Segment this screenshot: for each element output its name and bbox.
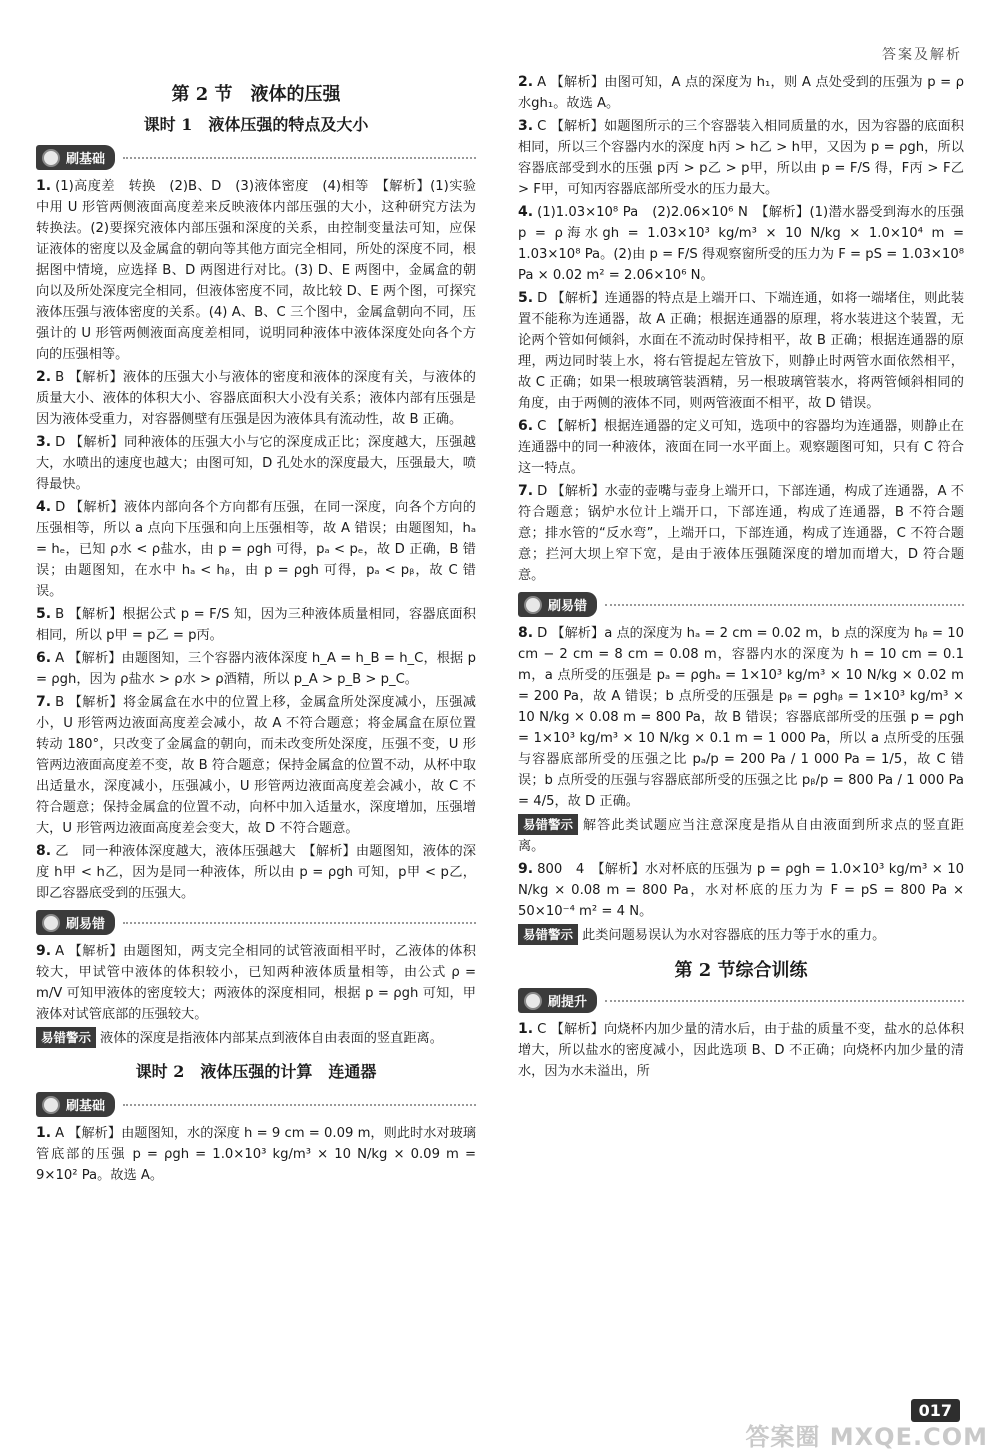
warning-note [518, 924, 964, 946]
answer-item [518, 481, 964, 586]
badge-row-error [36, 910, 476, 935]
item-number: 6. [36, 650, 52, 666]
watermark: 答案圈 MXQE.COM [745, 1423, 988, 1451]
lesson2-title: 课时 2 液体压强的计算 连通器 [135, 1062, 377, 1081]
lesson1-title: 课时 1 液体压强的特点及大小 [143, 115, 369, 134]
item-text: C 【解析】向烧杯内加少量的清水后，由于盐的质量不变，盐水的总体积增大，所以盐水的密度减小，因此选项 B、D 不正确；向烧杯内加少量的清水，因为水未溢出，所 [518, 1022, 964, 1079]
answer-item [36, 941, 476, 1025]
item-text: B 【解析】液体的压强大小与液体的密度和液体的深度有关，与液体的质量大小、液体的体积大小、容器底面积大小没有关系；液体内部有压强是因为液体受重力，对容器侧壁有压强是因为液体具有流动性，故 B 正确。 [36, 370, 476, 427]
brush-icon [42, 914, 60, 932]
answer-item [36, 604, 476, 646]
section2-title: 第 2 节综合训练 [674, 960, 808, 981]
item-text: A 【解析】由题图知，两支完全相同的试管液面相平时，乙液体的体积较大，甲试管中液体的体积较小，已知两种液体质量相等，由公式 ρ = m/V 可知甲液体的密度较大；两液体的深度相同，根据 p = ρgh 可知，甲液体对试管底部的压强较大。 [36, 944, 476, 1022]
brush-icon [524, 596, 542, 614]
item-number: 2. [36, 369, 52, 385]
dotted-divider [605, 999, 964, 1002]
item-number: 6. [518, 418, 534, 434]
item-number: 1. [36, 1125, 52, 1141]
brush-icon [42, 1096, 60, 1114]
section-title: 第 2 节 液体的压强 [171, 84, 341, 105]
item-text: 乙 同一种液体深度越大，液体压强越大 【解析】由题图知，液体的深度 h甲 < h乙，因为是同一种液体，所以由 p = ρgh 可知，p甲 < p乙，即乙容器底受到的压强大。 [36, 844, 476, 901]
answer-item [518, 72, 964, 114]
warning-label: 易错警示 [518, 814, 578, 835]
item-text: B 【解析】将金属盒在水中的位置上移，金属盒所处深度减小，压强减小，U 形管两边液面高度差会减小，故 A 不符合题意；将金属盒在原位置转动 180°，只改变了金属盒的朝向，而未改变所处深度，压强不变，U 形管两边液面高度差不变，故 B 符合题意；保持金属盒的位置不动，从杯中取出适量水，深度减小，压强减小，U 形管两边液面高度差会减小，故 C 不符合题意；保持金属盒的位置不动，向杯中加入适量水，深度增加，压强增大，U 形管两边液面高度差会变大，故 D 不符合题意。 [36, 695, 476, 836]
item-number: 5. [518, 290, 534, 306]
dotted-divider [123, 921, 476, 924]
warning-text: 液体的深度是指液体内部某点到液体自由表面的竖直距离。 [100, 1031, 443, 1046]
badge-row-up [518, 988, 964, 1013]
badge-label: 刷易错 [548, 599, 588, 614]
warning-note [518, 814, 964, 857]
item-text: (1)高度差 转换 (2)B、D (3)液体密度 (4)相等 【解析】(1)实验中用 U 形管两侧液面高度差来反映液体内部压强的大小，这种研究方法为转换法。(2)要探究液体内部压强和深度的关系，由控制变量法可知，应保证液体的密度以及金属盒的朝向等其他方面完全相同，所处的深度不同，根据图中情境，应选择 B、D 两图进行对比。(3) D、E 两图中，金属盒的朝向以及所处深度完全相同，但液体密度不同，故比较 D、E 两个图，可探究液体压强与液体密度的关系。(4) A、B、C 三个图中，金属盒朝向不同，压强计的 U 形管两侧液面高度差相同，说明同种液体中液体深度处向各个方向的压强相等。 [36, 179, 476, 362]
item-number: 1. [518, 1021, 534, 1037]
item-text: C 【解析】如题图所示的三个容器装入相同质量的水，因为容器的底面积相同，所以三个容器内水的深度 h丙 > h乙 > h甲，又因为 p = ρgh，所以容器底部受到水的压强 p丙 > p乙 > p甲，所以由 p = F/S 得，F丙 > F乙 > F甲，可知丙容器底部所受水的压力最大。 [518, 119, 964, 197]
item-text: 800 4 【解析】水对杯底的压强为 p = ρgh = 1.0×10³ kg/m³ × 10 N/kg × 0.08 m = 800 Pa，水对杯底的压力为 F = pS = 800 Pa × 50×10⁻⁴ m² = 4 N。 [518, 862, 964, 919]
item-number: 8. [518, 625, 534, 641]
badge-basic [36, 1092, 115, 1117]
answer-item [36, 367, 476, 430]
badge-row-basic2 [36, 1092, 476, 1117]
item-number: 8. [36, 843, 52, 859]
answer-item [518, 859, 964, 922]
warning-text: 此类问题易误认为水对容器底的压力等于水的重力。 [582, 928, 886, 943]
badge-error [518, 592, 597, 617]
item-text: A 【解析】由图可知，A 点的深度为 h₁，则 A 点处受到的压强为 p = ρ水gh₁。故选 A。 [518, 75, 964, 111]
item-text: A 【解析】由题图知，水的深度 h = 9 cm = 0.09 m，则此时水对玻璃管底部的压强 p = ρgh = 1.0×10³ kg/m³ × 10 N/kg × 0.09 m = 9×10² Pa。故选 A。 [36, 1126, 476, 1183]
badge-error [36, 910, 115, 935]
item-number: 5. [36, 606, 52, 622]
answer-item [36, 648, 476, 690]
badge-label: 刷易错 [66, 917, 106, 932]
warning-text: 解答此类试题应当注意深度是指从自由液面到所求点的竖直距离。 [518, 818, 964, 854]
left-column [36, 72, 476, 1188]
item-number: 3. [518, 118, 534, 134]
item-text: B 【解析】根据公式 p = F/S 知，因为三种液体质量相同，容器底面积相同，所以 p甲 = p乙 = p丙。 [36, 607, 476, 643]
badge-row-error-right [518, 592, 964, 617]
answer-item [518, 202, 964, 286]
badge-up [518, 988, 597, 1013]
right-column [518, 72, 964, 1084]
item-text: D 【解析】连通器的特点是上端开口、下端连通，如将一端堵住，则此装置不能称为连通器，故 A 正确；根据连通器的原理，将水装进这个装置，无论两个管如何倾斜，水面在不流动时保持相平，故 B 正确；根据连通器的原理，两边同时装上水，将右管提起左管放下，则静止时两管水面依然相平，故 C 正确；如果一根玻璃管装酒精，另一根玻璃管装水，将两管倾斜相同的角度，由于两侧的液体不同，则两管液面不相平，故 D 错误。 [518, 291, 964, 411]
item-number: 9. [36, 943, 52, 959]
brush-icon [524, 992, 542, 1010]
answer-item [518, 623, 964, 812]
item-number: 1. [36, 178, 52, 194]
warning-label: 易错警示 [36, 1027, 96, 1048]
item-text: D 【解析】同种液体的压强大小与它的深度成正比；深度越大，压强越大，水喷出的速度也越大；由图可知，D 孔处水的深度最大，压强最大，喷得最快。 [36, 435, 476, 492]
answer-item [36, 1123, 476, 1186]
answer-item [518, 1019, 964, 1082]
badge-label: 刷基础 [66, 152, 106, 167]
badge-label: 刷基础 [66, 1099, 106, 1114]
dotted-divider [605, 603, 964, 606]
item-text: (1)1.03×10⁸ Pa (2)2.06×10⁶ N 【解析】(1)潜水器受到海水的压强 p = ρ海水gh = 1.03×10³ kg/m³ × 10 N/kg × 1.0×10⁴ m = 1.03×10⁸ Pa。(2)由 p = F/S 得观察窗所受的压力为 F = pS = 1.03×10⁸ Pa × 0.02 m² = 2.06×10⁶ N。 [518, 205, 964, 283]
item-number: 7. [36, 694, 52, 710]
item-number: 4. [36, 499, 52, 515]
item-text: D 【解析】水壶的壶嘴与壶身上端开口，下部连通，构成了连通器，A 不符合题意；锅炉水位计上端开口，下部连通，构成了连通器，B 不符合题意；排水管的“反水弯”，上端开口，下部连通，构成了连通器，C 不符合题意；拦河大坝上窄下宽，是由于液体压强随深度的增加而增大，D 符合题意。 [518, 484, 964, 583]
item-number: 7. [518, 483, 534, 499]
item-text: C 【解析】根据连通器的定义可知，选项中的容器均为连通器，则静止在连通器中的同一种液体，液面在同一水平面上。观察题图可知，只有 C 符合这一特点。 [518, 419, 964, 476]
basic-items [36, 176, 476, 904]
item-text: D 【解析】液体内部向各个方向都有压强，在同一深度，向各个方向的压强相等，所以 a 点向下压强和向上压强相等，故 A 错误；由题图知，hₐ = hₑ，已知 ρ水 < ρ盐水，由 p = ρgh 可得，pₐ < pₑ，故 D 正确，B 错误；由题图知，在水中 hₐ < hᵦ，由 p = ρgh 可得，pₐ < pᵦ，故 C 错误。 [36, 500, 476, 599]
item-number: 4. [518, 204, 534, 220]
dotted-divider [123, 1103, 476, 1106]
brush-icon [42, 149, 60, 167]
page-header: 答案及解析 [882, 47, 962, 63]
warning-label: 易错警示 [518, 924, 578, 945]
answer-item [518, 416, 964, 479]
item-text: D 【解析】a 点的深度为 hₐ = 2 cm = 0.02 m，b 点的深度为 hᵦ = 10 cm − 2 cm = 8 cm = 0.08 m，容器内水的深度为 h = 10 cm = 0.1 m，a 点所受的压强是 pₐ = ρghₐ = 1×10³ kg/m³ × 10 N/kg × 0.02 m = 200 Pa，故 A 错误；b 点所受的压强是 pᵦ = ρghᵦ = 1×10³ kg/m³ × 10 N/kg × 0.08 m = 800 Pa，故 B 错误；容器底部所受的压强 p = ρgh = 1×10³ kg/m³ × 10 N/kg × 0.1 m = 1 000 Pa，所以 a 点所受的压强与容器底部所受的压强之比 pₐ/p = 200 Pa / 1 000 Pa = 1/5，故 C 错误；b 点所受的压强与容器底部所受的压强之比 pᵦ/p = 800 Pa / 1 000 Pa = 4/5，故 D 正确。 [518, 626, 964, 809]
item-number: 3. [36, 434, 52, 450]
item-text: A 【解析】由题图知，三个容器内液体深度 h_A = h_B = h_C，根据 p = ρgh，因为 ρ盐水 > ρ水 > ρ酒精，所以 p_A > p_B > p_C。 [36, 651, 476, 687]
item-number: 2. [518, 74, 534, 90]
warning-note [36, 1027, 476, 1049]
dotted-divider [123, 156, 476, 159]
badge-row-basic [36, 145, 476, 170]
page-number: 017 [911, 1399, 960, 1422]
badge-basic [36, 145, 115, 170]
answer-item [36, 176, 476, 365]
answer-item [36, 841, 476, 904]
answer-item [518, 116, 964, 200]
answer-item [518, 288, 964, 414]
answer-item [36, 497, 476, 602]
answer-item [36, 692, 476, 839]
badge-label: 刷提升 [548, 995, 588, 1010]
item-number: 9. [518, 861, 534, 877]
answer-item [36, 432, 476, 495]
